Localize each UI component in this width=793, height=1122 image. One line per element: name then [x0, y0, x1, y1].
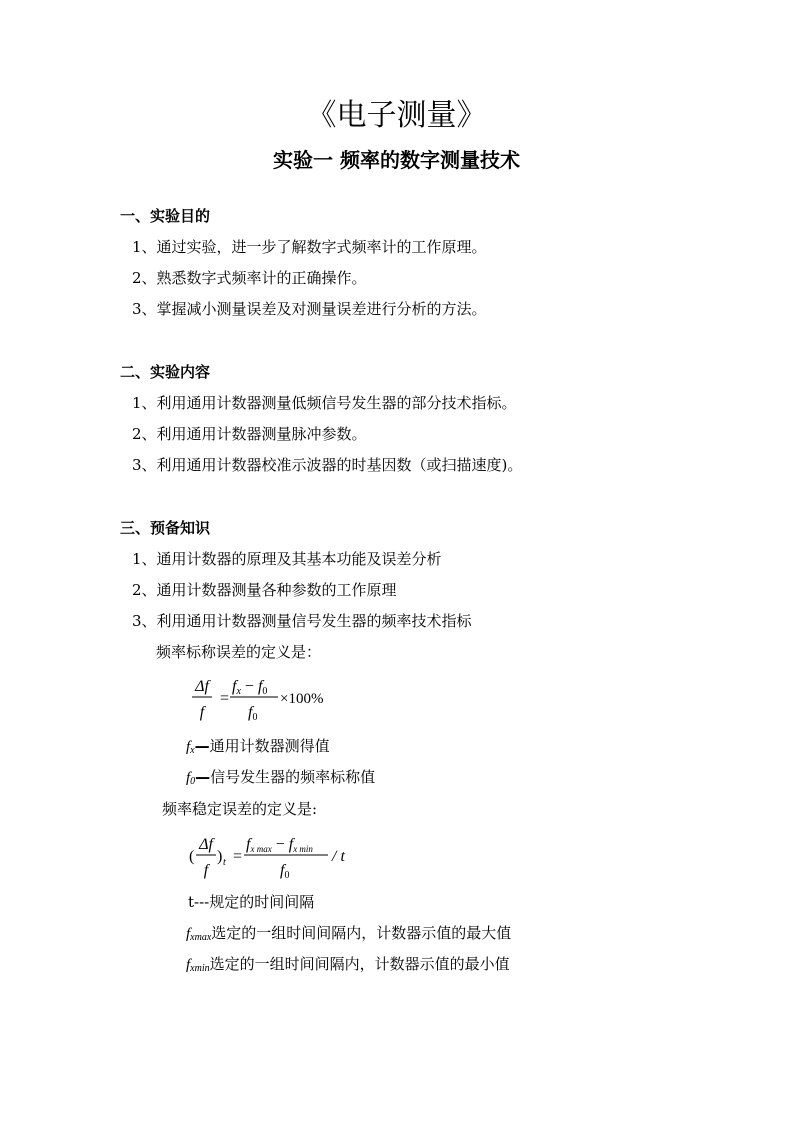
list-item: 3、利用通用计数器校准示波器的时基因数（或扫描速度)。 [132, 456, 523, 474]
fxmax-definition: $f_{xmax}$选定的一组时间间隔内，计数器示值的最大值 [186, 924, 512, 943]
list-item: 3、利用通用计数器测量信号发生器的频率技术指标 [132, 612, 472, 630]
formula2-lhs-subscript: t [223, 857, 226, 868]
formula1-rhs-denominator: f0 [248, 704, 258, 723]
stability-error-intro: 频率稳定误差的定义是: [162, 800, 318, 818]
formula1-lhs-numerator: Δf [195, 678, 209, 695]
formula2-lhs-denominator: f [203, 862, 209, 879]
experiment-title: 实验一 频率的数字测量技术 [273, 148, 520, 172]
list-item: 3、掌握减小测量误差及对测量误差进行分析的方法。 [132, 300, 487, 318]
list-item: 1、通过实验，进一步了解数字式频率计的工作原理。 [132, 238, 487, 256]
formula2-tail: / t [332, 848, 345, 865]
formula2-open-paren: ( [189, 848, 195, 865]
document-title: 《电子测量》 [306, 98, 487, 133]
formula1-lhs-denominator: f [199, 704, 205, 721]
formula1-equals: = [220, 690, 230, 707]
section-heading-content: 二、实验内容 [120, 363, 211, 381]
formula2-equals: = [233, 848, 243, 865]
fx-definition: $f_x—$通用计数器测得值 [186, 737, 330, 756]
section-heading-prerequisites: 三、预备知识 [120, 519, 211, 537]
stability-error-formula [188, 830, 368, 882]
formula2-numerator: fx max − fx min [246, 836, 313, 854]
formula2-close-paren: ) [217, 848, 223, 865]
nominal-error-formula [186, 672, 346, 724]
formula2-denominator: f0 [280, 862, 290, 881]
fxmin-definition: $f_{xmin}$选定的一组时间间隔内，计数器示值的最小值 [186, 955, 510, 974]
list-item: 1、利用通用计数器测量低频信号发生器的部分技术指标。 [132, 394, 517, 412]
f0-definition: $f_0—$信号发生器的频率标称值 [186, 768, 376, 787]
nominal-error-intro: 频率标称误差的定义是： [156, 643, 322, 661]
formula2-lhs-numerator: Δf [199, 836, 213, 853]
list-item: 2、通用计数器测量各种参数的工作原理 [132, 581, 397, 599]
formula1-tail: ×100% [280, 691, 324, 707]
section-heading-objectives: 一、实验目的 [120, 207, 211, 225]
t-definition: t---规定的时间间隔 [188, 893, 315, 911]
list-item: 2、利用通用计数器测量脉冲参数。 [132, 425, 367, 443]
list-item: 1、通用计数器的原理及其基本功能及误差分析 [132, 550, 442, 568]
list-item: 2、熟悉数字式频率计的正确操作。 [132, 269, 367, 287]
formula1-rhs-numerator: fx − f0 [232, 678, 268, 697]
